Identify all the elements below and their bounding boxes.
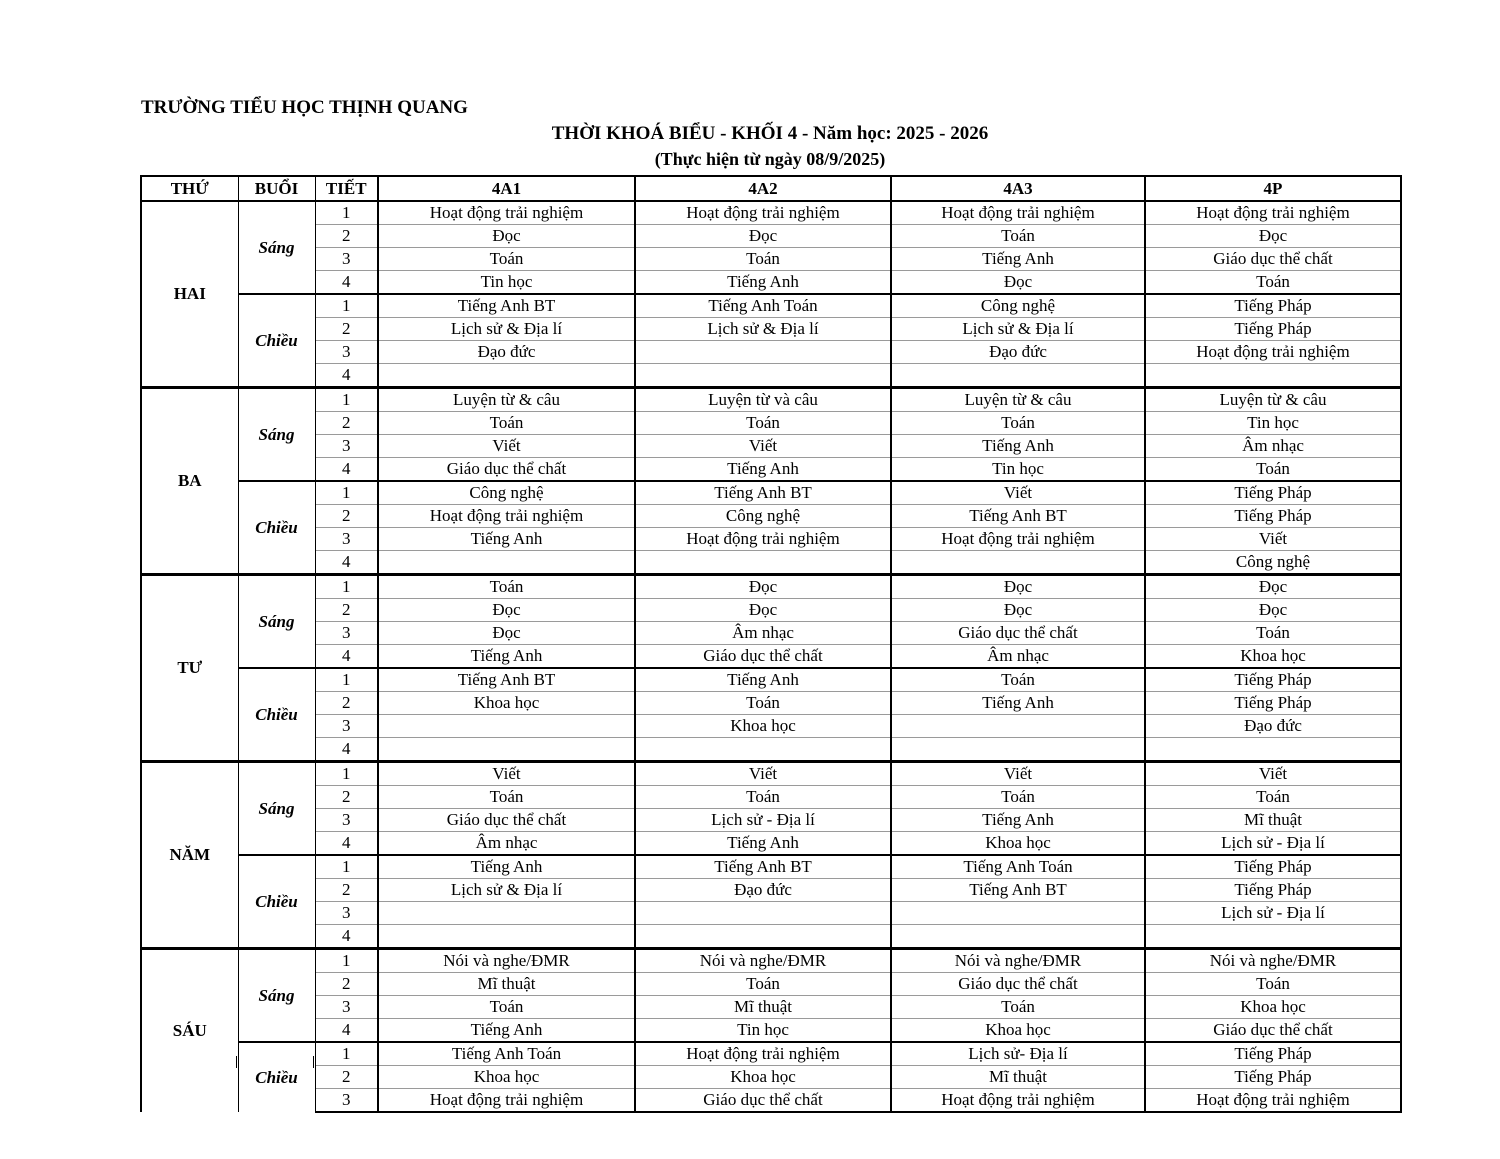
subject-cell: Đọc bbox=[378, 225, 635, 248]
subject-cell: Lịch sử & Địa lí bbox=[635, 318, 891, 341]
subject-cell: Toán bbox=[378, 412, 635, 435]
timetable-row bbox=[141, 622, 1401, 645]
subject-cell: Âm nhạc bbox=[635, 622, 891, 645]
subject-cell: Tiếng Pháp bbox=[1145, 668, 1401, 692]
subject-cell: Mĩ thuật bbox=[891, 1066, 1145, 1089]
subject-cell: Đạo đức bbox=[635, 879, 891, 902]
timetable-row bbox=[141, 575, 1401, 599]
timetable-row bbox=[141, 458, 1401, 482]
subject-cell: Đọc bbox=[635, 599, 891, 622]
timetable-row bbox=[141, 949, 1401, 973]
subject-cell: Toán bbox=[378, 996, 635, 1019]
subject-cell: Tiếng Anh Toán bbox=[378, 1042, 635, 1066]
timetable-row bbox=[141, 505, 1401, 528]
subject-cell: Tiếng Anh bbox=[378, 1019, 635, 1043]
subject-cell: Âm nhạc bbox=[891, 645, 1145, 669]
subject-cell: Toán bbox=[1145, 458, 1401, 482]
page-subtitle: (Thực hiện từ ngày 08/9/2025) bbox=[654, 149, 886, 169]
subject-cell: Giáo dục thể chất bbox=[635, 645, 891, 669]
subject-cell: Âm nhạc bbox=[1145, 435, 1401, 458]
subject-cell: Khoa học bbox=[1145, 645, 1401, 669]
subject-cell bbox=[635, 341, 891, 364]
subject-cell: Tiếng Anh bbox=[378, 645, 635, 669]
subject-cell: Tin học bbox=[635, 1019, 891, 1043]
subject-cell bbox=[635, 364, 891, 388]
timetable-row bbox=[141, 271, 1401, 295]
subject-cell: Hoạt động trải nghiệm bbox=[891, 528, 1145, 551]
timetable-row bbox=[141, 1042, 1401, 1066]
subject-cell: Khoa học bbox=[891, 832, 1145, 856]
subject-cell: Luyện từ & câu bbox=[891, 388, 1145, 412]
subject-cell: Tin học bbox=[1145, 412, 1401, 435]
period-number: 4 bbox=[315, 1019, 378, 1043]
page-title: THỜI KHOÁ BIỂU - KHỐI 4 - Năm học: 2025 - 2026 bbox=[551, 123, 989, 144]
subject-cell: Tiếng Pháp bbox=[1145, 318, 1401, 341]
subject-cell: Mĩ thuật bbox=[1145, 809, 1401, 832]
session-label: Sáng bbox=[238, 575, 315, 669]
subject-cell: Giáo dục thể chất bbox=[378, 458, 635, 482]
period-number: 2 bbox=[315, 973, 378, 996]
period-number: 1 bbox=[315, 1042, 378, 1066]
period-number: 2 bbox=[315, 879, 378, 902]
timetable-row bbox=[141, 925, 1401, 949]
subject-cell: Lịch sử- Địa lí bbox=[891, 1042, 1145, 1066]
period-number: 1 bbox=[315, 388, 378, 412]
day-label: TƯ bbox=[141, 575, 238, 762]
period-number: 4 bbox=[315, 271, 378, 295]
subject-cell bbox=[1145, 925, 1401, 949]
subject-cell: Toán bbox=[1145, 622, 1401, 645]
subject-cell: Toán bbox=[378, 575, 635, 599]
period-number: 2 bbox=[315, 692, 378, 715]
period-number: 3 bbox=[315, 1089, 378, 1113]
subject-cell: Toán bbox=[891, 412, 1145, 435]
period-number: 1 bbox=[315, 481, 378, 505]
subject-cell: Toán bbox=[635, 412, 891, 435]
subject-cell: Lịch sử & Địa lí bbox=[378, 318, 635, 341]
subject-cell: Lịch sử & Địa lí bbox=[891, 318, 1145, 341]
subject-cell: Toán bbox=[635, 786, 891, 809]
subject-cell: Tiếng Anh BT bbox=[891, 505, 1145, 528]
subject-cell: Đạo đức bbox=[891, 341, 1145, 364]
period-number: 3 bbox=[315, 715, 378, 738]
subject-cell: Công nghệ bbox=[1145, 551, 1401, 575]
subject-cell: Tiếng Pháp bbox=[1145, 692, 1401, 715]
subject-cell: Tiếng Anh BT bbox=[891, 879, 1145, 902]
subject-cell: Hoạt động trải nghiệm bbox=[378, 1089, 635, 1113]
subject-cell: Toán bbox=[1145, 271, 1401, 295]
period-number: 2 bbox=[315, 412, 378, 435]
subject-cell: Tiếng Pháp bbox=[1145, 1066, 1401, 1089]
subject-cell bbox=[891, 715, 1145, 738]
timetable-row bbox=[141, 528, 1401, 551]
subject-cell bbox=[1145, 738, 1401, 762]
subject-cell: Đọc bbox=[891, 271, 1145, 295]
subject-cell: Hoạt động trải nghiệm bbox=[891, 1089, 1145, 1113]
column-header-day: THỨ bbox=[141, 176, 238, 201]
subject-cell: Đọc bbox=[1145, 599, 1401, 622]
timetable-row bbox=[141, 318, 1401, 341]
subject-cell: Hoạt động trải nghiệm bbox=[1145, 341, 1401, 364]
period-number: 3 bbox=[315, 622, 378, 645]
period-number: 4 bbox=[315, 925, 378, 949]
subject-cell: Đạo đức bbox=[378, 341, 635, 364]
subject-cell: Toán bbox=[635, 973, 891, 996]
timetable-row bbox=[141, 786, 1401, 809]
subject-cell: Nói và nghe/ĐMR bbox=[891, 949, 1145, 973]
subject-cell: Mĩ thuật bbox=[378, 973, 635, 996]
subject-cell: Tiếng Anh BT bbox=[635, 855, 891, 879]
subject-cell bbox=[891, 925, 1145, 949]
timetable-row bbox=[141, 294, 1401, 318]
subject-cell: Khoa học bbox=[1145, 996, 1401, 1019]
school-name: TRƯỜNG TIỂU HỌC THỊNH QUANG bbox=[141, 97, 468, 118]
subject-cell: Tiếng Anh Toán bbox=[891, 855, 1145, 879]
subject-cell: Công nghệ bbox=[891, 294, 1145, 318]
subject-cell bbox=[635, 551, 891, 575]
period-number: 2 bbox=[315, 599, 378, 622]
subject-cell: Âm nhạc bbox=[378, 832, 635, 856]
subject-cell bbox=[891, 902, 1145, 925]
period-number: 1 bbox=[315, 762, 378, 786]
day-label: BA bbox=[141, 388, 238, 575]
subject-cell: Tiếng Anh bbox=[891, 435, 1145, 458]
subject-cell: Tiếng Pháp bbox=[1145, 855, 1401, 879]
subject-cell: Tiếng Anh bbox=[891, 692, 1145, 715]
subject-cell bbox=[891, 551, 1145, 575]
timetable-row bbox=[141, 248, 1401, 271]
subject-cell: Tiếng Anh bbox=[635, 668, 891, 692]
column-header-period: TIẾT bbox=[315, 176, 378, 201]
subject-cell: Giáo dục thể chất bbox=[635, 1089, 891, 1113]
timetable bbox=[140, 175, 1402, 1113]
subject-cell: Hoạt động trải nghiệm bbox=[378, 505, 635, 528]
period-number: 1 bbox=[315, 575, 378, 599]
period-number: 1 bbox=[315, 855, 378, 879]
timetable-row bbox=[141, 551, 1401, 575]
timetable-row bbox=[141, 738, 1401, 762]
subject-cell: Tiếng Pháp bbox=[1145, 481, 1401, 505]
session-label: Chiều bbox=[238, 294, 315, 388]
subject-cell: Hoạt động trải nghiệm bbox=[378, 201, 635, 225]
subject-cell: Tiếng Anh bbox=[635, 271, 891, 295]
subject-cell: Viết bbox=[635, 762, 891, 786]
subject-cell: Đọc bbox=[1145, 225, 1401, 248]
timetable-row bbox=[141, 364, 1401, 388]
period-number: 4 bbox=[315, 551, 378, 575]
period-number: 3 bbox=[315, 341, 378, 364]
subject-cell: Đọc bbox=[1145, 575, 1401, 599]
period-number: 2 bbox=[315, 786, 378, 809]
subject-cell: Khoa học bbox=[378, 1066, 635, 1089]
day-label: SÁU bbox=[141, 949, 238, 1113]
subject-cell: Toán bbox=[891, 668, 1145, 692]
subject-cell: Hoạt động trải nghiệm bbox=[635, 1042, 891, 1066]
session-label: Sáng bbox=[238, 388, 315, 482]
timetable-row bbox=[141, 692, 1401, 715]
timetable-row bbox=[141, 879, 1401, 902]
subject-cell: Khoa học bbox=[635, 1066, 891, 1089]
subject-cell: Tiếng Anh BT bbox=[378, 668, 635, 692]
subject-cell: Hoạt động trải nghiệm bbox=[635, 528, 891, 551]
subject-cell: Công nghệ bbox=[378, 481, 635, 505]
timetable-row bbox=[141, 1066, 1401, 1089]
subject-cell: Giáo dục thể chất bbox=[378, 809, 635, 832]
subject-cell: Khoa học bbox=[378, 692, 635, 715]
cutoff-border-stub bbox=[236, 1056, 237, 1068]
subject-cell bbox=[635, 902, 891, 925]
subject-cell bbox=[635, 738, 891, 762]
subject-cell: Hoạt động trải nghiệm bbox=[1145, 1089, 1401, 1113]
subject-cell: Lịch sử - Địa lí bbox=[635, 809, 891, 832]
period-number: 4 bbox=[315, 364, 378, 388]
subject-cell: Toán bbox=[891, 996, 1145, 1019]
period-number: 2 bbox=[315, 318, 378, 341]
subject-cell: Toán bbox=[635, 692, 891, 715]
subject-cell bbox=[378, 715, 635, 738]
period-number: 3 bbox=[315, 996, 378, 1019]
subject-cell bbox=[891, 738, 1145, 762]
subject-cell: Tiếng Pháp bbox=[1145, 294, 1401, 318]
column-header-4a2: 4A2 bbox=[635, 176, 891, 201]
subject-cell bbox=[1145, 364, 1401, 388]
timetable-row bbox=[141, 832, 1401, 856]
subject-cell: Luyện từ & câu bbox=[1145, 388, 1401, 412]
subject-cell: Toán bbox=[1145, 786, 1401, 809]
subject-cell: Giáo dục thể chất bbox=[1145, 248, 1401, 271]
subject-cell: Nói và nghe/ĐMR bbox=[635, 949, 891, 973]
subject-cell: Toán bbox=[891, 786, 1145, 809]
subject-cell: Nói và nghe/ĐMR bbox=[1145, 949, 1401, 973]
session-label: Chiều bbox=[238, 855, 315, 949]
subject-cell: Đọc bbox=[635, 225, 891, 248]
subject-cell: Hoạt động trải nghiệm bbox=[1145, 201, 1401, 225]
subject-cell: Tiếng Pháp bbox=[1145, 879, 1401, 902]
subject-cell: Hoạt động trải nghiệm bbox=[891, 201, 1145, 225]
subject-cell bbox=[378, 551, 635, 575]
timetable-row bbox=[141, 481, 1401, 505]
timetable-row bbox=[141, 996, 1401, 1019]
column-header-session: BUỔI bbox=[238, 176, 315, 201]
timetable-row bbox=[141, 201, 1401, 225]
subject-cell: Khoa học bbox=[635, 715, 891, 738]
period-number: 4 bbox=[315, 458, 378, 482]
subject-cell: Giáo dục thể chất bbox=[891, 973, 1145, 996]
subject-cell: Tiếng Anh bbox=[891, 809, 1145, 832]
subject-cell bbox=[891, 364, 1145, 388]
subject-cell: Đọc bbox=[891, 599, 1145, 622]
session-label: Sáng bbox=[238, 949, 315, 1043]
subject-cell: Viết bbox=[1145, 528, 1401, 551]
timetable-row bbox=[141, 412, 1401, 435]
subject-cell: Tiếng Anh Toán bbox=[635, 294, 891, 318]
subject-cell: Viết bbox=[891, 481, 1145, 505]
subject-cell: Công nghệ bbox=[635, 505, 891, 528]
subject-cell: Tin học bbox=[891, 458, 1145, 482]
period-number: 2 bbox=[315, 1066, 378, 1089]
period-number: 1 bbox=[315, 201, 378, 225]
timetable-row bbox=[141, 973, 1401, 996]
session-label: Chiều bbox=[238, 668, 315, 762]
period-number: 4 bbox=[315, 645, 378, 669]
period-number: 4 bbox=[315, 832, 378, 856]
timetable-row bbox=[141, 715, 1401, 738]
subject-cell: Luyện từ và câu bbox=[635, 388, 891, 412]
subject-cell: Tiếng Anh bbox=[635, 832, 891, 856]
timetable-row bbox=[141, 762, 1401, 786]
subject-cell bbox=[378, 738, 635, 762]
subject-cell: Tiếng Anh bbox=[378, 855, 635, 879]
subject-cell: Viết bbox=[1145, 762, 1401, 786]
column-header-4p: 4P bbox=[1145, 176, 1401, 201]
session-label: Sáng bbox=[238, 762, 315, 856]
subject-cell: Toán bbox=[891, 225, 1145, 248]
period-number: 1 bbox=[315, 294, 378, 318]
timetable-row bbox=[141, 599, 1401, 622]
subject-cell: Viết bbox=[378, 762, 635, 786]
cutoff-border-stub bbox=[140, 1056, 142, 1068]
timetable-row bbox=[141, 1089, 1401, 1113]
timetable-row bbox=[141, 809, 1401, 832]
subject-cell: Đọc bbox=[635, 575, 891, 599]
subject-cell: Lịch sử - Địa lí bbox=[1145, 832, 1401, 856]
subject-cell bbox=[378, 925, 635, 949]
period-number: 1 bbox=[315, 949, 378, 973]
subject-cell: Tiếng Anh bbox=[891, 248, 1145, 271]
header-row bbox=[141, 176, 1401, 201]
timetable-row bbox=[141, 855, 1401, 879]
period-number: 3 bbox=[315, 809, 378, 832]
timetable-row bbox=[141, 1019, 1401, 1043]
session-label: Sáng bbox=[238, 201, 315, 294]
period-number: 3 bbox=[315, 902, 378, 925]
subject-cell bbox=[378, 902, 635, 925]
subject-cell: Lịch sử & Địa lí bbox=[378, 879, 635, 902]
subject-cell: Tiếng Anh bbox=[378, 528, 635, 551]
subject-cell: Mĩ thuật bbox=[635, 996, 891, 1019]
subject-cell bbox=[635, 925, 891, 949]
subject-cell: Toán bbox=[635, 248, 891, 271]
subject-cell: Tiếng Anh bbox=[635, 458, 891, 482]
timetable-body bbox=[141, 201, 1401, 1112]
subject-cell: Viết bbox=[378, 435, 635, 458]
subject-cell: Giáo dục thể chất bbox=[891, 622, 1145, 645]
subject-cell: Tin học bbox=[378, 271, 635, 295]
subject-cell: Giáo dục thể chất bbox=[1145, 1019, 1401, 1043]
subject-cell: Đọc bbox=[891, 575, 1145, 599]
subject-cell: Lịch sử - Địa lí bbox=[1145, 902, 1401, 925]
subject-cell: Luyện từ & câu bbox=[378, 388, 635, 412]
period-number: 2 bbox=[315, 225, 378, 248]
column-header-4a3: 4A3 bbox=[891, 176, 1145, 201]
subject-cell: Viết bbox=[891, 762, 1145, 786]
subject-cell: Tiếng Anh BT bbox=[378, 294, 635, 318]
cutoff-border-stub bbox=[313, 1056, 314, 1068]
subject-cell: Nói và nghe/ĐMR bbox=[378, 949, 635, 973]
subject-cell: Đạo đức bbox=[1145, 715, 1401, 738]
subject-cell: Tiếng Pháp bbox=[1145, 1042, 1401, 1066]
subject-cell bbox=[378, 364, 635, 388]
day-label: HAI bbox=[141, 201, 238, 388]
timetable-row bbox=[141, 388, 1401, 412]
timetable-row bbox=[141, 668, 1401, 692]
timetable-row bbox=[141, 645, 1401, 669]
period-number: 1 bbox=[315, 668, 378, 692]
subject-cell: Tiếng Pháp bbox=[1145, 505, 1401, 528]
timetable-row bbox=[141, 902, 1401, 925]
subject-cell: Đọc bbox=[378, 622, 635, 645]
subject-cell: Khoa học bbox=[891, 1019, 1145, 1043]
subject-cell: Toán bbox=[378, 248, 635, 271]
subject-cell: Tiếng Anh BT bbox=[635, 481, 891, 505]
timetable-row bbox=[141, 435, 1401, 458]
period-number: 3 bbox=[315, 248, 378, 271]
period-number: 3 bbox=[315, 435, 378, 458]
subject-cell: Toán bbox=[1145, 973, 1401, 996]
timetable-row bbox=[141, 341, 1401, 364]
subject-cell: Toán bbox=[378, 786, 635, 809]
column-header-4a1: 4A1 bbox=[378, 176, 635, 201]
subject-cell: Đọc bbox=[378, 599, 635, 622]
timetable-row bbox=[141, 225, 1401, 248]
session-label: Chiều bbox=[238, 1042, 315, 1112]
period-number: 2 bbox=[315, 505, 378, 528]
session-label: Chiều bbox=[238, 481, 315, 575]
subject-cell: Hoạt động trải nghiệm bbox=[635, 201, 891, 225]
day-label: NĂM bbox=[141, 762, 238, 949]
period-number: 4 bbox=[315, 738, 378, 762]
subject-cell: Viết bbox=[635, 435, 891, 458]
period-number: 3 bbox=[315, 528, 378, 551]
